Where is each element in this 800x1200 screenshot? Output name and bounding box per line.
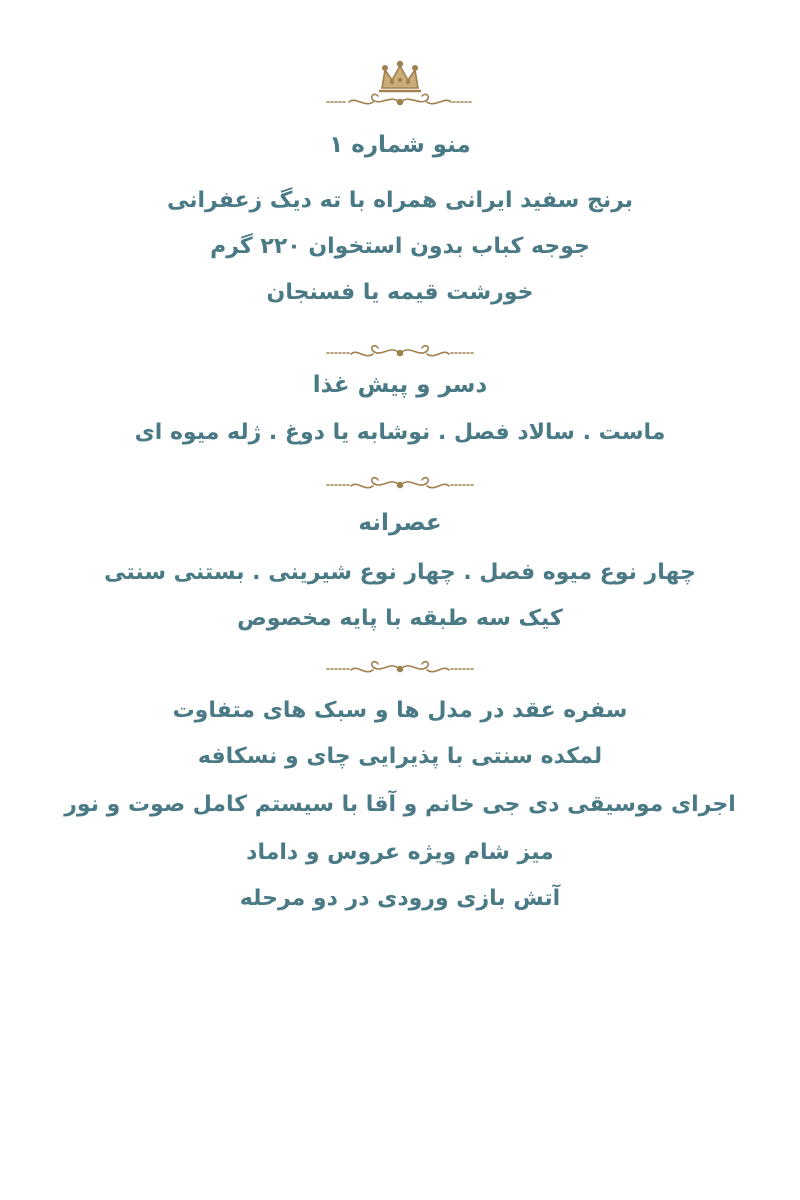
menu-item: برنج سفید ایرانی همراه با ته دیگ زعفرانی (166, 188, 634, 213)
scroll-ornament-icon (325, 340, 475, 366)
service-item: اجرای موسیقی دی جی خانم و آقا با سیستم کامل صوت و نور (64, 792, 736, 817)
afternoon-title: عصرانه (358, 510, 442, 536)
afternoon-item: چهار نوع میوه فصل . چهار نوع شیرینی . بستنی سنتی (104, 560, 696, 585)
scroll-ornament-icon (325, 472, 475, 498)
dessert-title: دسر و پیش غذا (312, 372, 488, 398)
service-item: لمکده سنتی با پذیرایی چای و نسکافه (197, 744, 603, 769)
service-item: آتش بازی ورودی در دو مرحله (239, 886, 561, 911)
dessert-item: ماست . سالاد فصل . نوشابه یا دوغ . ژله میوه ای (134, 420, 666, 445)
afternoon-item: کیک سه طبقه با پایه مخصوص (237, 606, 563, 631)
crown-ornament-icon (325, 58, 475, 110)
menu-item: جوجه کباب بدون استخوان ۲۲۰ گرم (210, 234, 590, 259)
service-item: میز شام ویژه عروس و داماد (246, 840, 554, 865)
service-item: سفره عقد در مدل ها و سبک های متفاوت (172, 698, 628, 723)
scroll-ornament-icon (325, 656, 475, 682)
menu-item: خورشت قیمه یا فسنجان (266, 280, 534, 305)
menu-title: منو شماره ۱ (329, 132, 471, 158)
